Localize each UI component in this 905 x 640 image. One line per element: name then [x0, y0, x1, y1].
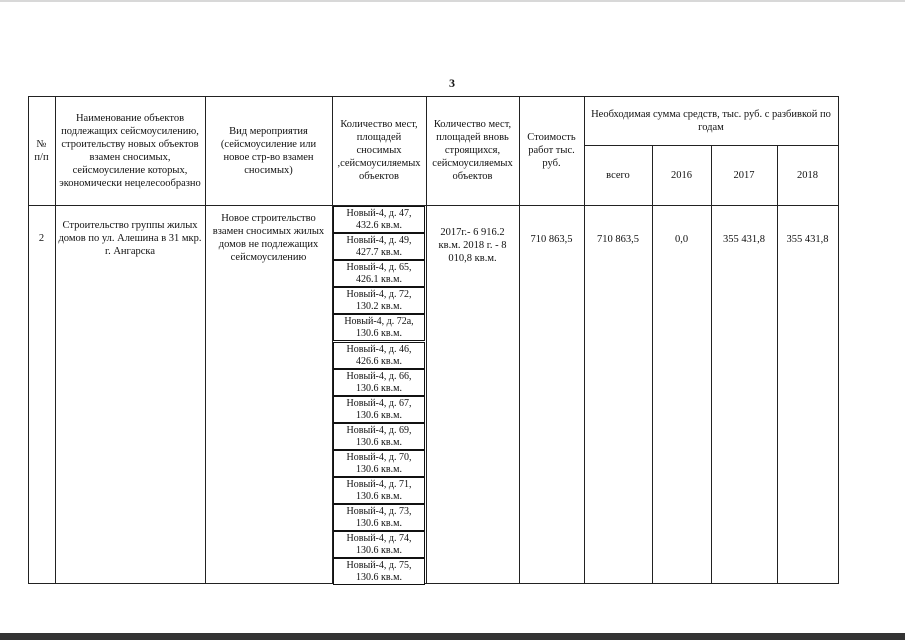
row-num: 2	[38, 233, 45, 244]
row-total: 710 863,5	[597, 234, 639, 245]
property-area: 130.6 кв.м.	[356, 544, 402, 556]
property-address: Новый-4, д. 74,	[346, 532, 412, 544]
col-border	[711, 145, 712, 584]
property-address: Новый-4, д. 46,	[346, 343, 412, 355]
header-total: всего	[606, 169, 630, 181]
row-2017: 355 431,8	[723, 234, 765, 245]
row-measure-type: Новое строительство взамен сносимых жилых домов не подлежащих сейсмоусилению	[212, 213, 325, 263]
property-address: Новый-4, д. 66,	[346, 370, 412, 382]
header-num: № п/п	[34, 138, 49, 163]
row-count-new: 2017г.- 6 916.2 кв.м. 2018 г. - 8 010,8 кв.м.	[438, 227, 507, 264]
property-item	[333, 233, 425, 260]
scan-bottom-edge	[0, 633, 905, 640]
header-2018: 2018	[797, 169, 818, 181]
property-area: 426.1 кв.м.	[356, 273, 402, 285]
property-item	[333, 531, 425, 558]
col-border	[652, 145, 653, 584]
row-cost: 710 863,5	[530, 234, 573, 245]
header-cost: Стоимость работ тыс. руб.	[527, 132, 576, 169]
property-item	[333, 504, 425, 531]
property-area: 130.2 кв.м.	[356, 300, 402, 312]
table-bottom-border	[28, 583, 838, 584]
row-2018: 355 431,8	[786, 234, 829, 245]
property-address: Новый-4, д. 47,	[346, 207, 412, 219]
header-2017: 2017	[733, 169, 755, 181]
property-area: 130.6 кв.м.	[356, 571, 402, 583]
property-area: 427.7 кв.м.	[356, 246, 402, 258]
property-item	[333, 342, 425, 369]
header-count-demolished: Количество мест, площадей сносимых ,сейсмоусиляемых объектов	[337, 119, 421, 182]
property-address: Новый-4, д. 71,	[346, 478, 412, 490]
header-count-new: Количество мест, площадей вновь строящихся, сейсмоусиляемых объектов	[432, 119, 513, 182]
row-2016: 0,0	[674, 234, 689, 245]
col-border	[838, 96, 839, 584]
property-area: 130.6 кв.м.	[356, 490, 402, 502]
property-item	[333, 314, 425, 341]
property-area: 130.6 кв.м.	[356, 517, 402, 529]
property-area: 130.6 кв.м.	[356, 327, 402, 339]
property-area: 432.6 кв.м.	[356, 219, 402, 231]
property-item	[333, 558, 425, 585]
property-item	[333, 423, 425, 450]
property-item	[333, 396, 425, 423]
property-address: Новый-4, д. 65,	[346, 261, 412, 273]
property-area: 130.6 кв.м.	[356, 436, 402, 448]
property-address: Новый-4, д. 49,	[346, 234, 412, 246]
header-measure-type: Вид мероприятия (сейсмоусиление или новое стр-во взамен сносимых)	[220, 125, 317, 176]
property-address: Новый-4, д. 67,	[346, 397, 412, 409]
property-area: 130.6 кв.м.	[356, 463, 402, 475]
property-area: 130.6 кв.м.	[356, 409, 402, 421]
property-item	[333, 287, 425, 314]
row-object-name: Строительство группы жилых домов по ул. Алешина в 31 мкр. г. Ангарска	[58, 220, 202, 257]
property-item	[333, 260, 425, 287]
header-2016: 2016	[671, 169, 692, 181]
property-address: Новый-4, д. 72,	[346, 288, 412, 300]
header-bottom-border	[28, 205, 838, 206]
property-item	[333, 206, 425, 233]
property-address: Новый-4, д. 72а,	[344, 315, 414, 327]
property-area: 426.6 кв.м.	[356, 355, 402, 367]
property-address: Новый-4, д. 69,	[346, 424, 412, 436]
property-address: Новый-4, д. 73,	[346, 505, 412, 517]
property-area: 130.6 кв.м.	[356, 382, 402, 394]
property-address: Новый-4, д. 75,	[346, 559, 412, 571]
page-number: 3	[449, 76, 455, 90]
col-border	[777, 145, 778, 584]
property-item	[333, 369, 425, 396]
property-item	[333, 477, 425, 504]
scan-top-edge	[0, 0, 905, 2]
property-address: Новый-4, д. 70,	[346, 451, 412, 463]
property-item	[333, 450, 425, 477]
header-funding: Необходимая сумма средств, тыс. руб. с разбивкой по годам	[591, 108, 831, 133]
header-object-name: Наименование объектов подлежащих сейсмоусилению, строительству новых объектов взамен сносимых, сейсмоусиление которых, экономически нецелесообразно	[59, 112, 201, 189]
